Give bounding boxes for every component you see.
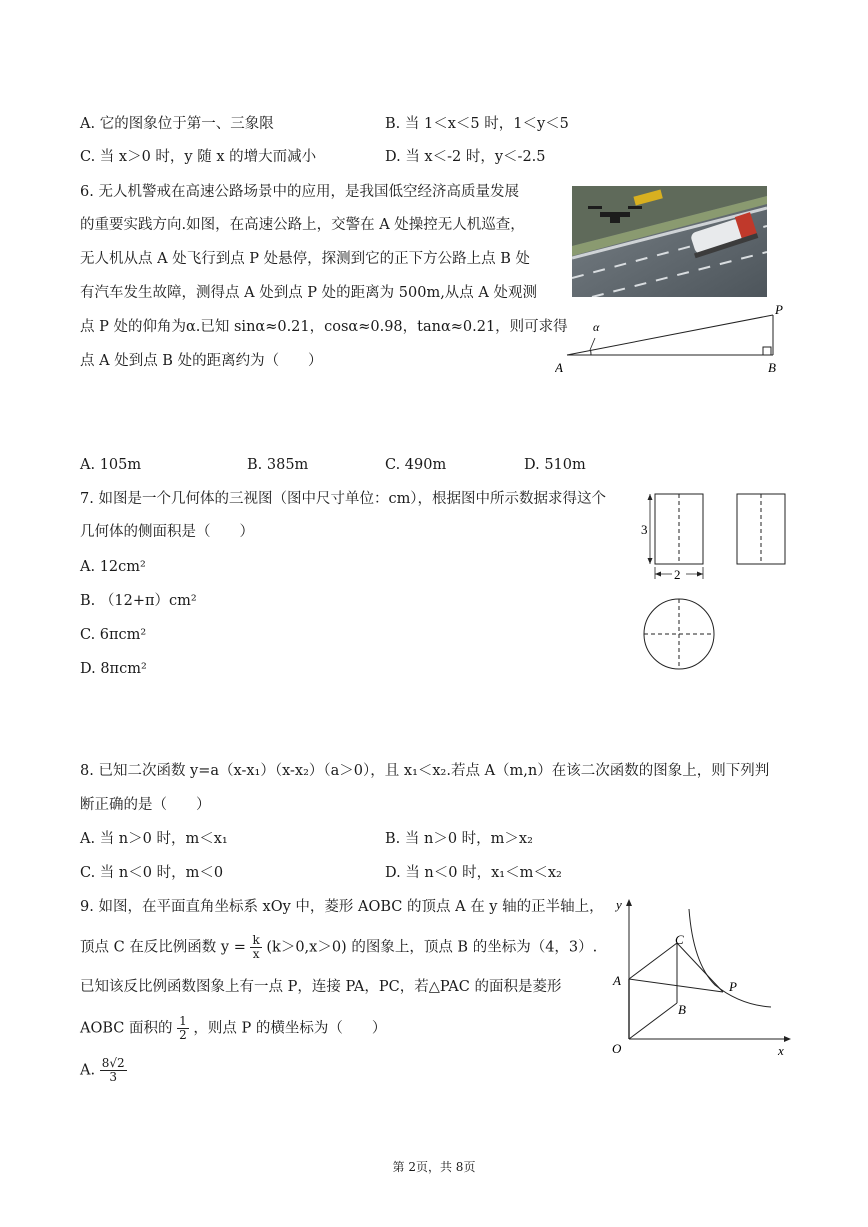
q6-option-c: C. 490m [385, 457, 447, 473]
q9-line2-pre: 顶点 C 在反比例函数 y = [80, 939, 246, 956]
fraction-option-a [100, 1057, 127, 1084]
q8-option-d: D. 当 n＜0 时，x₁＜m＜x₂ [385, 865, 562, 881]
q7-text-line2: 几何体的侧面积是（ ） [80, 524, 254, 540]
drone-highway-photo [572, 186, 767, 297]
frac-1: 1 [179, 1014, 187, 1028]
q6-option-d: D. 510m [524, 457, 586, 473]
q7-option-a: A. 12cm² [80, 559, 146, 575]
page-number-footer: 第 2页，共 8页 [392, 1160, 476, 1174]
q9-option-a-label: A. [80, 1062, 96, 1079]
q6-option-b: B. 385m [247, 457, 309, 473]
dim-width-label: 2 [674, 567, 681, 582]
q5-option-a: A. 它的图象位于第一、三象限 [80, 116, 274, 132]
q8-text-line2: 断正确的是（ ） [80, 797, 211, 813]
point-label-a: A [613, 973, 621, 988]
q8-text-line1: 8. 已知二次函数 y=a（x-x₁）（x-x₂）（a＞0），且 x₁＜x₂.若点 A（m,n）在该二次函数的图象上，则下列判 [80, 763, 770, 779]
fig-label-p: P [775, 302, 783, 317]
frac-2: 2 [179, 1028, 187, 1042]
q6-text-line1: 6. 无人机警戒在高速公路场景中的应用，是我国低空经济高质量发展 [80, 184, 519, 200]
q6-text-line3: 无人机从点 A 处飞行到点 P 处悬停，探测到它的正下方公路上点 B 处 [80, 251, 531, 267]
q7-option-b: B. （12+π）cm² [80, 593, 197, 609]
q7-text-line1: 7. 如图是一个几何体的三视图（图中尺寸单位：cm），根据图中所示数据求得这个 [80, 491, 607, 507]
frac-k: k [252, 933, 260, 947]
dim-height-label: 3 [641, 522, 648, 537]
q8-option-a: A. 当 n＞0 时，m＜x₁ [80, 831, 228, 847]
q7-option-c: C. 6πcm² [80, 627, 147, 643]
q9-line2-post: (k＞0,x＞0) 的图象上，顶点 B 的坐标为（4，3）. [266, 939, 598, 956]
q9-text-line1: 9. 如图，在平面直角坐标系 xOy 中，菱形 AOBC 的顶点 A 在 y 轴的正半轴上， [80, 899, 604, 915]
q9-option-a [80, 1057, 127, 1084]
q5-option-d: D. 当 x＜-2 时，y＜-2.5 [385, 149, 546, 165]
q9-text-line4 [80, 1015, 386, 1042]
q6-triangle-figure [555, 300, 795, 380]
frac-opt-den: 3 [109, 1070, 117, 1084]
q8-option-c: C. 当 n＜0 时，m＜0 [80, 865, 224, 881]
q5-option-b: B. 当 1＜x＜5 时，1＜y＜5 [385, 116, 569, 132]
fig-label-alpha: α [593, 320, 600, 334]
q6-text-line4: 有汽车发生故障，测得点 A 处到点 P 处的距离为 500m,从点 A 处观测 [80, 285, 537, 301]
frac-x: x [252, 947, 260, 961]
q8-option-b: B. 当 n＞0 时，m＞x₂ [385, 831, 533, 847]
axis-label-x: x [778, 1043, 784, 1058]
point-label-o: O [612, 1041, 622, 1056]
axis-label-y: y [616, 897, 622, 912]
q7-three-view-figure [636, 488, 796, 678]
q9-line4-pre: AOBC 面积的 [80, 1020, 173, 1037]
q9-line4-post: ，则点 P 的横坐标为（ ） [193, 1020, 387, 1037]
frac-opt-num: 8√2 [101, 1056, 125, 1070]
q6-text-line5: 点 P 处的仰角为α.已知 sinα≈0.21，cosα≈0.98，tanα≈0.21，则可求得 [80, 319, 568, 335]
q7-option-d: D. 8πcm² [80, 661, 147, 677]
q5-option-c: C. 当 x＞0 时，y 随 x 的增大而减小 [80, 149, 317, 165]
point-label-p: P [729, 979, 737, 994]
point-label-b: B [678, 1002, 686, 1017]
q6-option-a: A. 105m [80, 457, 142, 473]
q9-coordinate-figure [605, 893, 795, 1063]
fraction-k-over-x [250, 934, 261, 961]
fig-label-a: A [555, 360, 563, 375]
point-label-c: C [675, 932, 684, 947]
q9-text-line3: 已知该反比例函数图象上有一点 P，连接 PA，PC，若△PAC 的面积是菱形 [80, 979, 562, 995]
q6-text-line6: 点 A 处到点 B 处的距离约为（ ） [80, 353, 323, 369]
fraction-one-half [177, 1015, 189, 1042]
q6-text-line2: 的重要实践方向.如图，在高速公路上，交警在 A 处操控无人机巡查， [80, 217, 525, 233]
fig-label-b: B [768, 360, 776, 375]
q9-text-line2 [80, 934, 597, 961]
